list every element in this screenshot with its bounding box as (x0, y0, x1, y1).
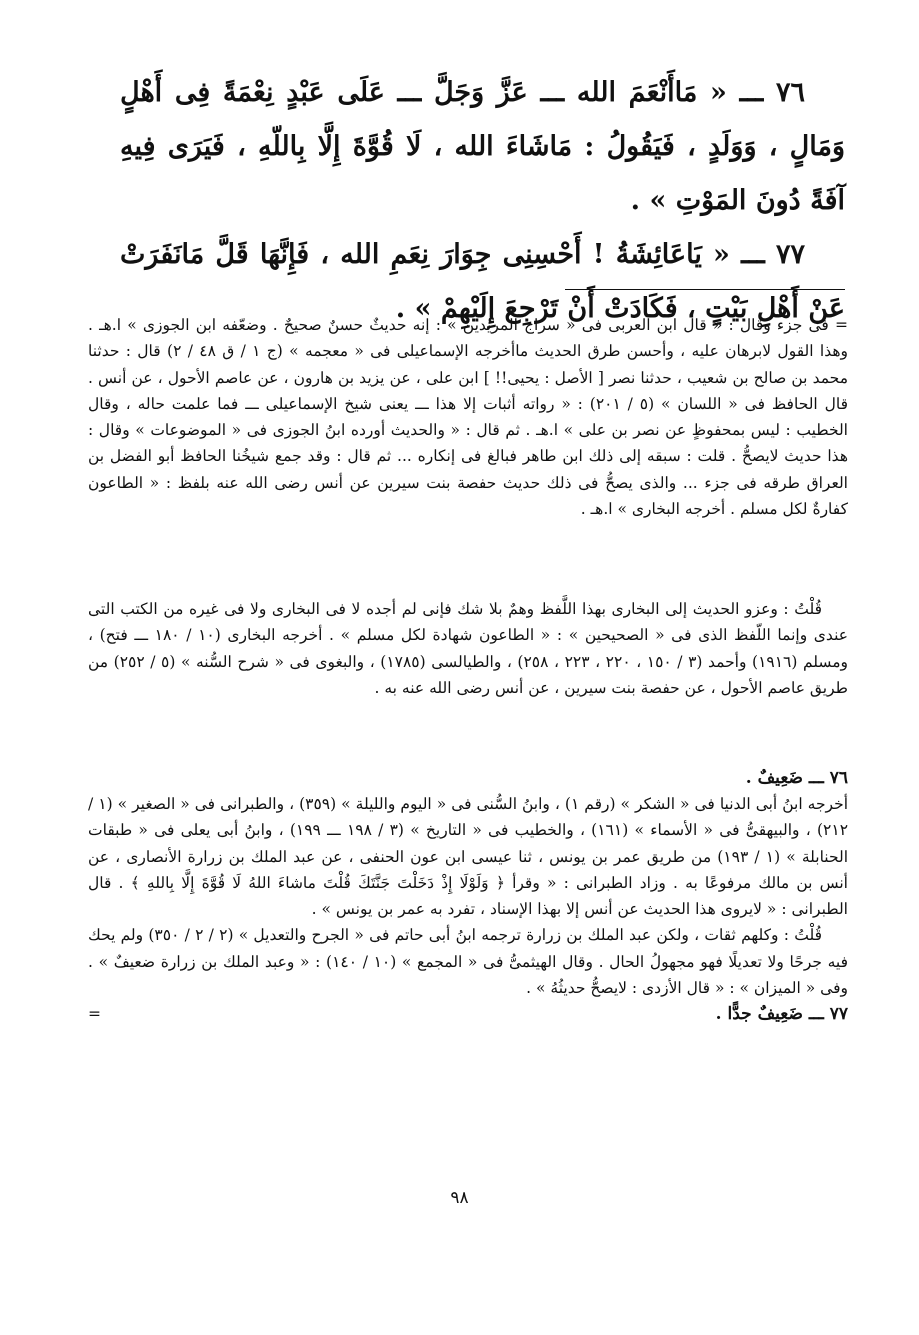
grading-76: ٧٦ ـــ ضَعِيفٌ . (745, 768, 848, 788)
grading-77-line (88, 1001, 848, 1027)
continuation-mark: = (88, 1005, 101, 1024)
takhrij-76-text: أخرجه ابنُ أبى الدنيا فى « الشكر » (رقم ١) ، وابنُ السُّنى فى « اليوم والليلة » (٣٥٩) ، والطبرانى فى « الصغير » (١ / ٢١٢) ، والبيهقىُّ فى « الأسماء » (١٦١) ، والخطيب فى « التاريخ » (٣ / ١٩٨ ـــ ١٩٩) ، وابنُ أبى يعلى فى « طبقات الحنابلة » (١ / ١٩٣) من طريق عمر بن يونس ، ثنا عيسى ابن عون الحنفى ، عن عبد الملك بن زرارة الأنصارى ، عن أنس بن مالك مرفوعًا به . وزاد الطبرانى : « وقرأ ﴿ وَلَوْلَا إِذْ دَخَلْتَ جَنَّتَكَ قُلْتَ ماشاءَ اللهُ لَا قُوَّةَ إِلَّا بِاللهِ ﴾ . قال الطبرانى : « لايروى هذا الحديث عن أنس إلا بهذا الإسناد ، تفرد به عمر بن يونس » . (88, 795, 849, 919)
hadith-77: ٧٧ ـــ « يَاعَائِشَةُ ! أَحْسِنِى جِوَارَ نِعَمِ الله ، فَإِنَّهَا قَلَّ مَانَفَرَتْ عَنْ أَهْلِ بَيْتٍ ، فَكَادَتْ أَنْ تَرْجِعَ إِلَيْهِمْ » . (120, 239, 845, 324)
footnote-continuation-text: = فى جزء وقال : « قال ابن العربى فى « سراج المريدين » : إنه حديثٌ حسنٌ صحيحٌ . وضعّفه ابن الجوزى » ا.هـ . وهذا القول لابرهان عليه ، وأحسن طرق الحديث ماأخرجه الإسماعيلى فى « معجمه » (ج ١ / ق ٤٨ / ٢) قال : حدثنا محمد بن صالح بن شعيب ، حدثنا نصر [ الأصل : يحيى!! ] ابن على ، عن يزيد بن هارون ، عن عاصم الأحول ، عن أنس . قال الحافظ فى « اللسان » (٥ / ٢٠١) : « رواته أثبات إلا هذا ـــ يعنى شيخ الإسماعيلى ـــ فما علمت حاله ، وقال الخطيب : ليس بمحفوظٍ عن نصر بن على » ا.هـ . ثم قال : « والحديث أورده ابنُ الجوزى فى « الموضوعات » وقال : هذا حديث لايصحُّ . قلت : سبقه إلى ذلك ابن طاهر فبالغ فى إنكاره ... ثم قال : وقد جمع شيخُنا الحافظ أبو الفضل بن العراق طرقه فى جزء ... والذى يصحُّ فى ذلك حديث حفصة بنت سيرين عن أنس رضى الله عنه بلفظ : « الطاعون كفارةٌ لكل مسلم . أخرجه البخارى » ا.هـ . (88, 316, 848, 519)
footnote-separator (565, 289, 845, 290)
hadith-76: ٧٦ ـــ « مَاأَنْعَمَ الله ـــ عَزَّ وَجَلَّ ـــ عَلَى عَبْدٍ نِعْمَةً فِى أَهْلٍ وَمَالٍ ، وَوَلَدٍ ، فَيَقُولُ : مَاشَاءَ الله ، لَا قُوَّةَ إِلَّا بِاللّهِ ، فَيَرَى فِيهِ آفَةً دُونَ المَوْتِ » . (120, 77, 846, 216)
footnote-takhrij-76 (88, 791, 848, 1028)
qultu-2-text: قُلْتُ : وكلهم ثقات ، ولكن عبد الملك بن زرارة ترجمه ابنُ أبى حاتم فى « الجرح والتعديل » (٢ / ٢ / ٣٥٠) ولم يحك فيه جرحًا ولا تعديلًا فهو مجهولُ الحال . وقال الهيثمىُّ فى « المجمع » (١٠ / ١٤٠) : « وعبد الملك بن زرارة ضعيفٌ » . وفى « الميزان » : « قال الأزدى : لايصحُّ حديثُهُ » . (88, 926, 848, 998)
page-number: ٩٨ (450, 1188, 469, 1208)
qultu-1-text: قُلْتُ : وعزو الحديث إلى البخارى بهذا اللَّفظ وهمٌ بلا شك فإنى لم أجده لا فى البخارى ولا فى غيره من الكتب التى عندى وإنما اللّفظ الذى فى « الصحيحين » : « الطاعون شهادة لكل مسلم » . أخرجه البخارى (١٠ / ١٨٠ ـــ فتح) ، ومسلم (١٩١٦) وأحمد (٣ / ١٥٠ ، ٢٢٠ ، ٢٢٣ ، ٢٥٨) ، والطيالسى (١٧٨٥) ، والبغوى فى « شرح السُّنه » (٥ / ٢٥٢) من طريق عاصم الأحول ، عن حفصة بنت سيرين ، عن أنس رضى الله عنه به . (88, 600, 849, 697)
grading-77: ٧٧ ـــ ضَعِيفٌ جدًّا . (715, 1004, 848, 1025)
footnote-qultu-1 (88, 596, 848, 701)
grading-76-wrapper (88, 765, 848, 791)
footnote-continuation (88, 312, 848, 522)
hadith-text (120, 66, 845, 336)
